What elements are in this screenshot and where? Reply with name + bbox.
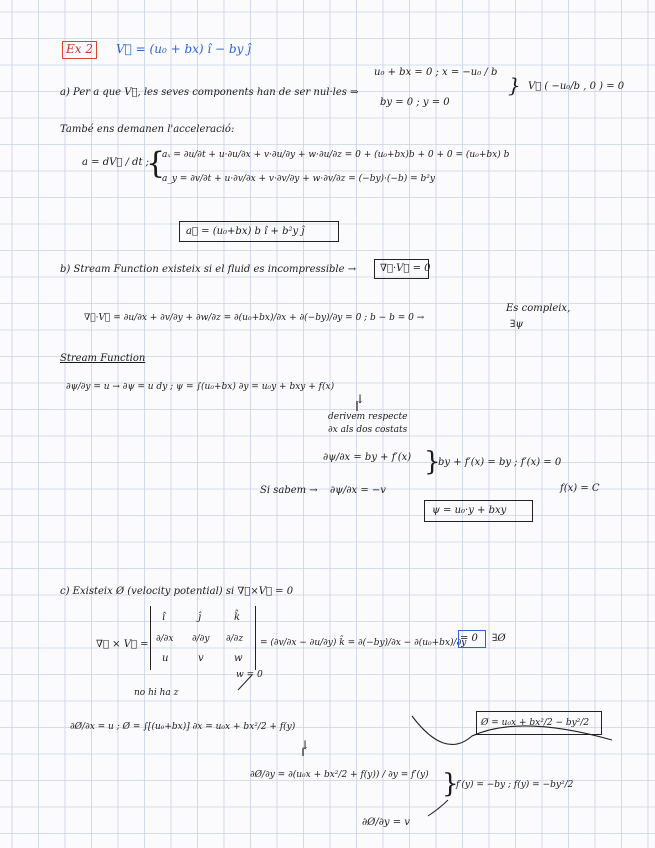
c-statement: c) Existeix Ø (velocity potential) si ∇⃗×V⃗ = 0 (60, 586, 294, 597)
a-ax: aₓ = ∂u/∂t + u·∂u/∂x + v·∂u/∂y + w·∂u/∂z = 0 + (u₀+bx)b + 0 + 0 = (u₀+bx) b (162, 150, 510, 160)
c-note: no hi ha z (134, 688, 179, 698)
c-fy: f′(y) = −by ; f(y) = −by²/2 (456, 780, 574, 790)
b-note1: derivem respecte (328, 412, 408, 422)
a-ay: a_y = ∂v/∂t + u·∂v/∂x + v·∂v/∂y + w·∂v/∂z = (−by)·(−b) = b²y (162, 174, 435, 184)
exercise-label: Ex 2 (66, 42, 93, 56)
c-exists: ∃Ø (492, 633, 506, 644)
a-accel-intro: També ens demanen l'acceleració: (60, 124, 235, 135)
c-phi-y: ∂Ø/∂y = ∂(u₀x + bx²/2 + f(y)) / ∂y = f′(y) (250, 770, 429, 780)
a-system-brace: { (146, 146, 166, 181)
b-arrow-down: ↓ (355, 392, 366, 406)
b-conclusion1: Es compleix, (506, 303, 571, 314)
det-r3c2: v (198, 653, 204, 664)
c-curl-lhs: ∇⃗ × V⃗ = (96, 639, 149, 650)
b-fprime: by + f′(x) = by ; f′(x) = 0 (438, 457, 562, 468)
b-stream-title: Stream Function (60, 353, 146, 364)
a-accel-result: a⃗ = (u₀+bx) b î + b²y ĵ (186, 226, 305, 237)
a-brace: } (508, 73, 521, 97)
a-eq1: u₀ + bx = 0 ; x = −u₀ / b (374, 67, 498, 78)
det-r3c1: u (162, 653, 169, 664)
det-r2c2: ∂/∂y (192, 634, 210, 644)
c-phi1: ∂Ø/∂x = u ; Ø = ∫[(u₀+bx)] ∂x = u₀x + bx²/2 + f(y) (70, 722, 296, 732)
c-note-arrow (238, 675, 252, 690)
a-def: a = dV⃗ / dt ; (82, 157, 150, 168)
det-r1c3: k̂ (234, 612, 241, 623)
c-curl-rhs: = (∂v/∂x − ∂u/∂y) k̂ = ∂(−by)/∂x − ∂(u₀+bx)/∂y (260, 638, 467, 648)
velocity-field: V⃗ = (u₀ + bx) î − by ĵ (116, 42, 251, 56)
b-divergence: ∇⃗·V⃗ = ∂u/∂x + ∂v/∂y + ∂w/∂z = ∂(u₀+bx)/∂x + ∂(−by)/∂y = 0 ; b − b = 0 → (84, 313, 425, 323)
b-psi-x-known: ∂ψ/∂x = −v (330, 485, 386, 496)
c-phi-y-known: ∂Ø/∂y = v (362, 817, 410, 828)
c-arrow-down: ↓ (300, 738, 311, 752)
det-r1c1: î (162, 612, 166, 623)
b-psi1: ∂ψ/∂y = u → ∂ψ = u dy ; ψ = ∫(u₀+bx) ∂y = u₀y + bxy + f(x) (66, 382, 335, 392)
b-brace: } (424, 447, 441, 477)
b-note2: ∂x als dos costats (328, 425, 408, 435)
b-conclusion2: ∃ψ (510, 319, 524, 330)
b-psi-x: ∂ψ/∂x = by + f′(x) (323, 452, 412, 463)
c-brace: } (442, 769, 459, 799)
a-eq2: by = 0 ; y = 0 (380, 97, 450, 108)
c-curve-link (412, 716, 612, 744)
det-r1c2: ĵ (198, 612, 202, 623)
a-result: V⃗ ( −u₀/b , 0 ) = 0 (528, 81, 625, 92)
b-psi-result: ψ = u₀·y + bxy (432, 505, 507, 516)
b-fx: f(x) = C (560, 483, 600, 494)
c-link-stroke (428, 800, 448, 816)
c-phi-result: Ø = u₀x + bx²/2 − by²/2 (481, 718, 590, 728)
b-sabem: Si sabem → (260, 485, 318, 496)
det-r2c3: ∂/∂z (226, 634, 244, 644)
b-statement: b) Stream Function existeix si el fluid es incompressible → (60, 264, 357, 275)
a-statement: a) Per a que V⃗, les seves components han de ser nul·les ⇒ (60, 87, 359, 98)
det-r2c1: ∂/∂x (156, 634, 174, 644)
c-curl-zero: = 0 (460, 633, 478, 644)
c-w-zero: w = 0 (236, 670, 263, 680)
b-condition: ∇⃗·V⃗ = 0 (380, 263, 431, 274)
det-r3c3: w (234, 653, 243, 664)
